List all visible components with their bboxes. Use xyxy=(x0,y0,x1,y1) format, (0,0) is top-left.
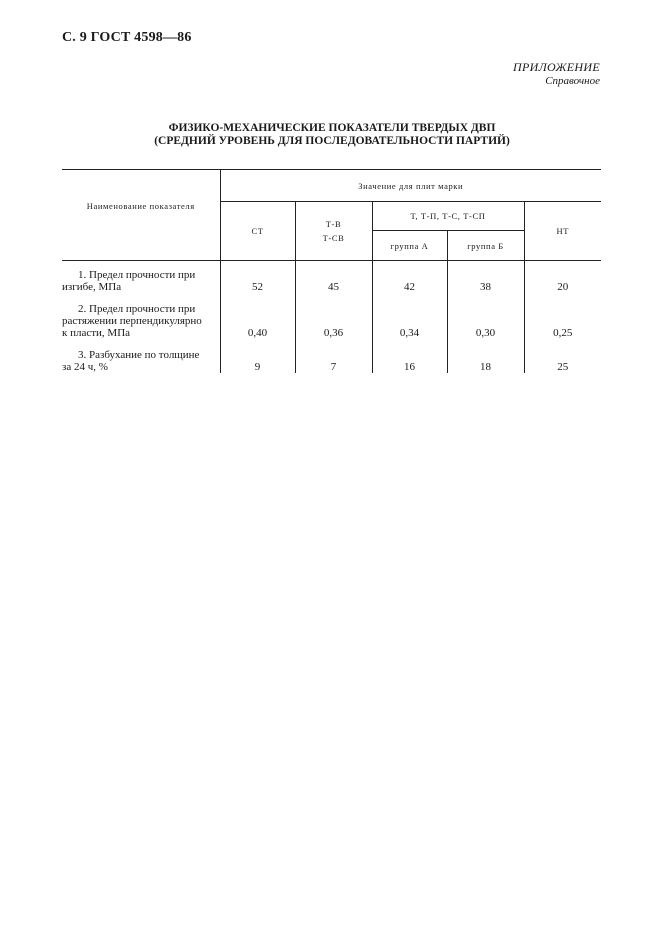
cell-ct: 0,40 xyxy=(220,293,295,339)
cell-group-b: 38 xyxy=(447,261,524,294)
cell-nt: 0,25 xyxy=(524,293,601,339)
cell-group-b: 0,30 xyxy=(447,293,524,339)
header-tv xyxy=(295,202,372,261)
properties-table xyxy=(62,169,601,373)
cell-nt: 20 xyxy=(524,261,601,294)
appendix-title: ПРИЛОЖЕНИЕ xyxy=(513,60,600,74)
cell-group-a: 16 xyxy=(372,339,447,373)
row-label: 2. Предел прочности при растяжении перпендикулярно к пласти, МПа xyxy=(62,303,202,339)
header-nt: НТ xyxy=(524,202,601,261)
header-ct: СТ xyxy=(220,202,295,261)
table-row xyxy=(62,339,601,373)
appendix-subtitle: Справочное xyxy=(545,75,600,87)
cell-group-a: 0,34 xyxy=(372,293,447,339)
appendix-label xyxy=(513,60,600,88)
header-name-column: Наименование показателя xyxy=(62,170,220,261)
header-tv-line1: Т-В xyxy=(325,219,342,229)
header-tv-line2: Т-СВ xyxy=(322,233,345,243)
cell-tv: 7 xyxy=(295,339,372,373)
header-t-group: Т, Т-П, Т-С, Т-СП xyxy=(372,202,524,231)
table-row xyxy=(62,261,601,294)
header-group-a: группа А xyxy=(372,231,447,261)
row-label: 1. Предел прочности при изгибе, МПа xyxy=(62,269,196,293)
header-values-group: Значение для плит марки xyxy=(220,170,601,202)
cell-nt: 25 xyxy=(524,339,601,373)
page-header: С. 9 ГОСТ 4598—86 xyxy=(62,30,192,45)
cell-group-a: 42 xyxy=(372,261,447,294)
table-row xyxy=(62,293,601,339)
cell-ct: 9 xyxy=(220,339,295,373)
cell-tv: 0,36 xyxy=(295,293,372,339)
row-label: 3. Разбухание по толщине за 24 ч, % xyxy=(62,349,200,373)
table-title-line1: ФИЗИКО-МЕХАНИЧЕСКИЕ ПОКАЗАТЕЛИ ТВЕРДЫХ ДВП xyxy=(168,122,496,134)
cell-ct: 52 xyxy=(220,261,295,294)
table-title xyxy=(62,122,602,148)
cell-tv: 45 xyxy=(295,261,372,294)
header-group-b: группа Б xyxy=(447,231,524,261)
cell-group-b: 18 xyxy=(447,339,524,373)
table-title-line2: (СРЕДНИЙ УРОВЕНЬ ДЛЯ ПОСЛЕДОВАТЕЛЬНОСТИ ПАРТИЙ) xyxy=(154,135,510,147)
